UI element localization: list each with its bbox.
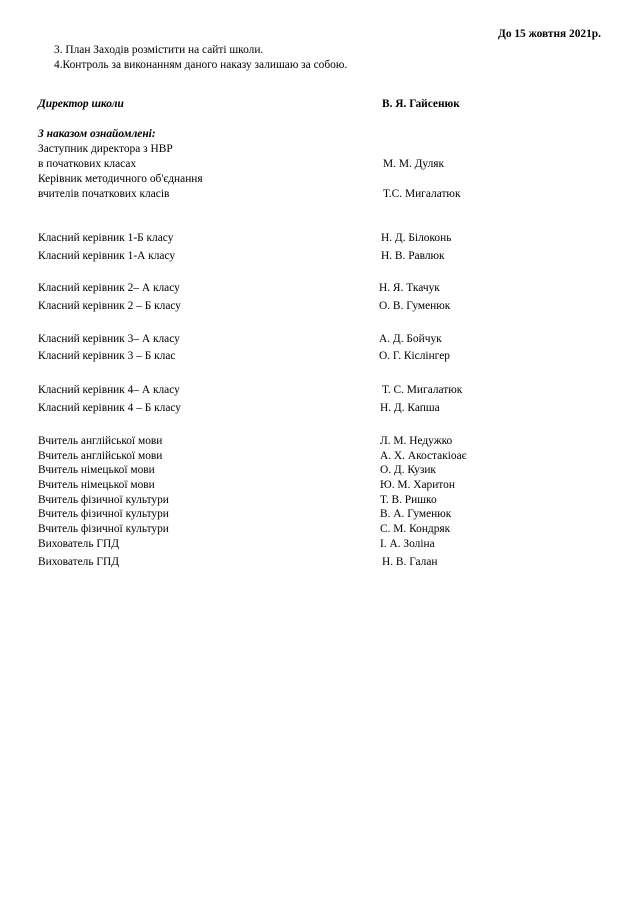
director-title: Директор школи (38, 98, 124, 110)
signatory-name: І. А. Золіна (380, 538, 435, 550)
deputy-title-line1: Заступник директора з НВР (38, 143, 173, 155)
signatory-name: Н. Я. Ткачук (379, 282, 440, 294)
signatory-role: Класний керівник 3– А класу (38, 333, 180, 345)
signatory-name: Н. Д. Капша (380, 402, 440, 414)
signatory-name: О. Г. Кіслінгер (379, 350, 450, 362)
signatory-role: Класний керівник 1-Б класу (38, 232, 174, 244)
method-head-title-line2: вчителів початкових класів (38, 188, 170, 200)
signatory-role: Вчитель англійської мови (38, 435, 163, 447)
signatory-role: Класний керівник 3 – Б клас (38, 350, 176, 362)
signatory-name: Н. Д. Білоконь (381, 232, 452, 244)
signatory-role: Вчитель фізичної культури (38, 508, 169, 520)
director-name: В. Я. Гайсенюк (382, 98, 460, 110)
deadline-text: До 15 жовтня 2021р. (497, 28, 601, 40)
signatory-role: Вчитель німецької мови (38, 464, 155, 476)
signatory-name: Ю. М. Харитон (380, 479, 455, 491)
signatory-name: Л. М. Недужко (380, 435, 453, 447)
signatory-role: Класний керівник 1-А класу (38, 250, 176, 262)
method-head-name: Т.С. Мигалатюк (383, 188, 461, 200)
signatory-name: Н. В. Равлюк (381, 250, 445, 262)
signatory-role: Вихователь ГПД (38, 556, 119, 568)
signatory-name: Т. В. Ришко (380, 494, 437, 506)
acquainted-heading: З наказом ознайомлені: (38, 128, 156, 140)
item-3: 3. План Заходів розмістити на сайті школи. (54, 44, 264, 56)
signatory-role: Класний керівник 2– А класу (38, 282, 180, 294)
deputy-title-line2: в початкових класах (38, 158, 137, 170)
signatory-name: Т. С. Мигалатюк (382, 384, 463, 396)
signatory-name: В. А. Гуменюк (380, 508, 452, 520)
deputy-name: М. М. Дуляк (383, 158, 445, 170)
signatory-role: Вчитель фізичної культури (38, 494, 169, 506)
signatory-role: Вихователь ГПД (38, 538, 119, 550)
signatory-name: О. Д. Кузик (380, 464, 436, 476)
signatory-role: Класний керівник 2 – Б класу (38, 300, 181, 312)
signatory-role: Вчитель німецької мови (38, 479, 155, 491)
signatory-name: А. Х. Акостакіоає (380, 450, 467, 462)
signatory-role: Вчитель англійської мови (38, 450, 163, 462)
method-head-title-line1: Керівник методичного об'єднання (38, 173, 203, 185)
signatory-name: А. Д. Бойчук (379, 333, 442, 345)
item-4: 4.Контроль за виконанням даного наказу залишаю за собою. (54, 59, 348, 71)
signatory-name: О. В. Гуменюк (379, 300, 451, 312)
signatory-name: Н. В. Галан (382, 556, 438, 568)
signatory-name: С. М. Кондряк (380, 523, 451, 535)
signatory-role: Класний керівник 4– А класу (38, 384, 180, 396)
signatory-role: Вчитель фізичної культури (38, 523, 169, 535)
signatory-role: Класний керівник 4 – Б класу (38, 402, 181, 414)
